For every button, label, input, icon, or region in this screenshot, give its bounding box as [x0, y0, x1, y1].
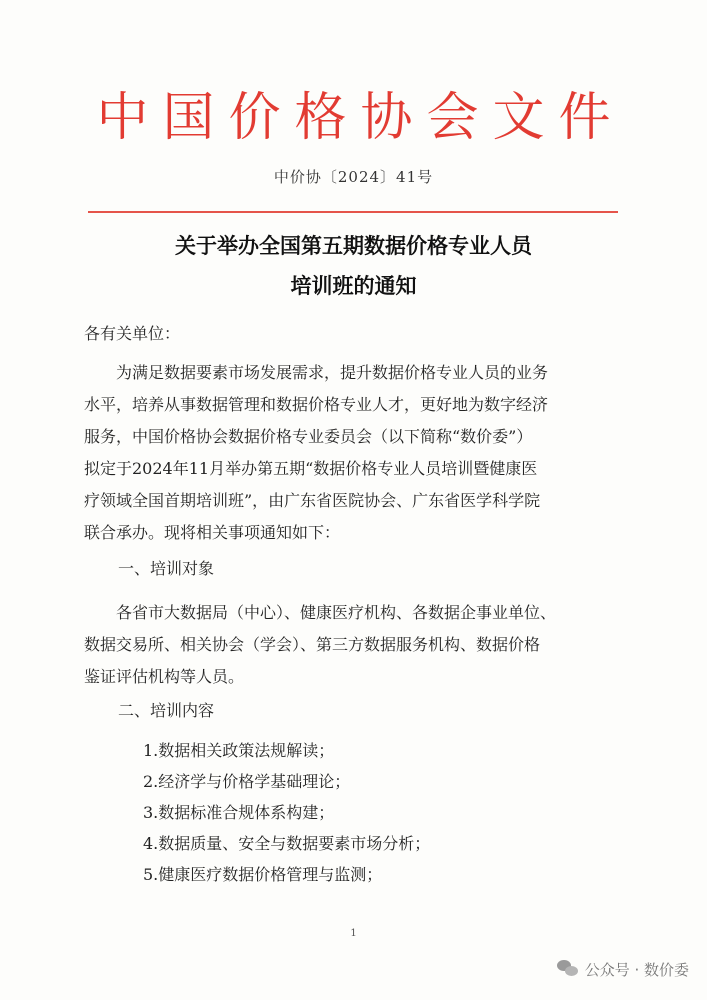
intro-line: 联合承办。现将相关事项通知如下：	[84, 523, 341, 542]
salutation: 各有关单位：	[84, 324, 181, 343]
intro-line: 服务，中国价格协会数据价格专业委员会（以下简称“数价委”）	[84, 427, 533, 446]
intro-line: 疗领域全国首期培训班”，由广东省医院协会、广东省医学科学院	[84, 491, 541, 510]
content-item-3: 3.数据标准合规体系构建；	[143, 803, 335, 822]
org-header-title: 中国价格协会文件	[96, 88, 625, 148]
intro-line: 水平，培养从事数据管理和数据价格专业人才，更好地为数字经济	[84, 395, 549, 414]
content-item-2: 2.经济学与价格学基础理论；	[143, 772, 351, 791]
section-1-line: 鉴证评估机构等人员。	[84, 667, 245, 686]
intro-paragraph	[84, 357, 624, 549]
watermark-text: 公众号 · 数价委	[584, 960, 689, 979]
section-2-heading: 二、培训内容	[118, 701, 215, 720]
wechat-watermark	[557, 958, 689, 980]
red-divider	[88, 211, 618, 213]
content-item-4: 4.数据质量、安全与数据要素市场分析；	[143, 834, 431, 853]
section-1-body	[84, 597, 624, 693]
content-item-5: 5.健康医疗数据价格管理与监测；	[143, 865, 383, 884]
content-item-1: 1.数据相关政策法规解读；	[143, 741, 335, 760]
page-number: 1	[350, 928, 357, 939]
intro-line: 拟定于2024年11月举办第五期“数据价格专业人员培训暨健康医	[84, 459, 538, 478]
intro-line: 为满足数据要素市场发展需求，提升数据价格专业人员的业务	[116, 363, 549, 382]
document-number: 中价协〔2024〕41号	[273, 168, 434, 186]
notice-title-line-1: 关于举办全国第五期数据价格专业人员	[175, 233, 532, 258]
section-1-line: 数据交易所、相关协会（学会）、第三方数据服务机构、数据价格	[84, 635, 541, 654]
notice-title-line-2: 培训班的通知	[290, 273, 417, 298]
section-1-heading: 一、培训对象	[118, 559, 215, 578]
wechat-icon	[557, 958, 579, 980]
section-1-line: 各省市大数据局（中心）、健康医疗机构、各数据企事业单位、	[116, 603, 557, 622]
